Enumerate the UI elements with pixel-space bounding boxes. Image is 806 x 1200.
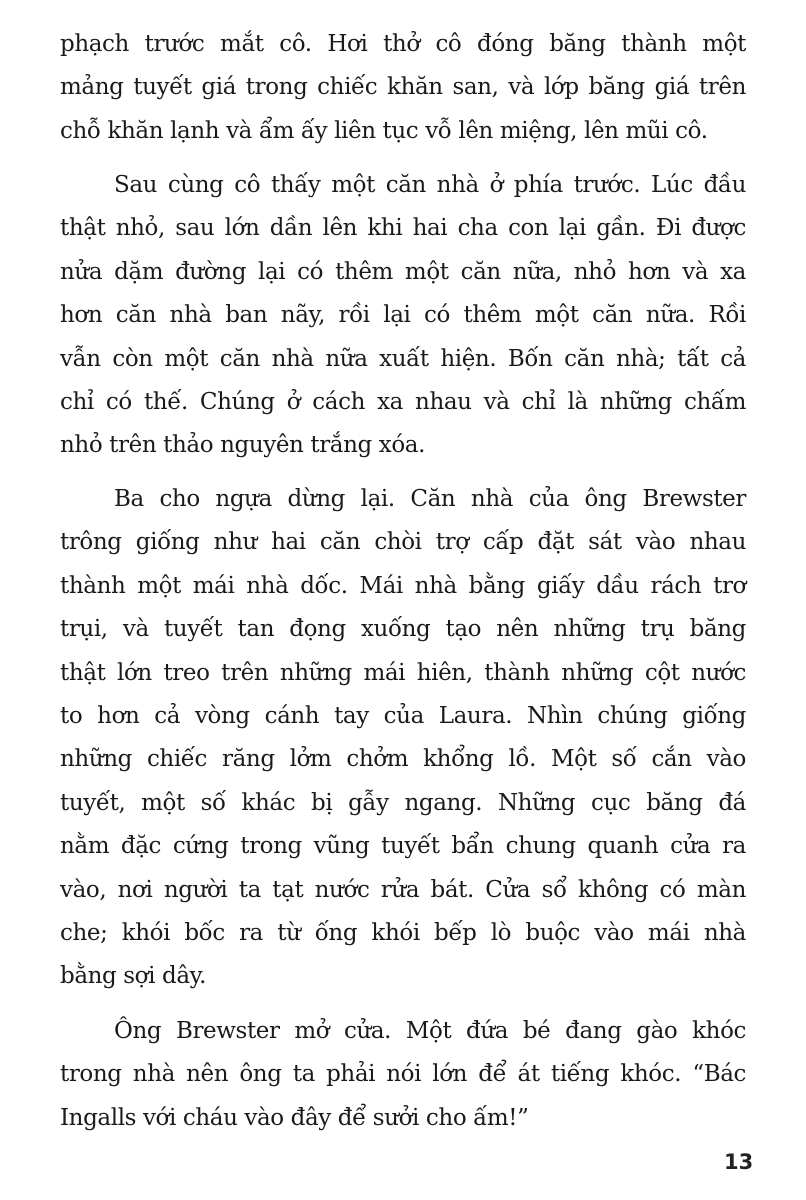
paragraph-2 (60, 164, 746, 468)
paragraph-4 (60, 1010, 746, 1140)
text-line: trong nhà nên ông ta phải nói lớn để át tiếng khóc. “Bác (60, 1061, 746, 1088)
text-line: chỗ khăn lạnh và ẩm ấy liên tục vỗ lên miệng, lên mũi cô. (60, 117, 708, 144)
page-number: 13 (724, 1150, 754, 1174)
text-line: mảng tuyết giá trong chiếc khăn san, và lớp băng giá trên (60, 74, 746, 101)
text-line: che; khói bốc ra từ ống khói bếp lò buộc vào mái nhà (60, 919, 746, 946)
text-line: to hơn cả vòng cánh tay của Laura. Nhìn chúng giống (60, 702, 746, 729)
text-line: nhỏ trên thảo nguyên trắng xóa. (60, 432, 426, 459)
paragraph-3 (60, 478, 746, 999)
text-line: những chiếc răng lởm chởm khổng lồ. Một số cắn vào (60, 746, 746, 773)
text-line: Ông Brewster mở cửa. Một đứa bé đang gào khóc (114, 1018, 746, 1044)
text-line: nằm đặc cứng trong vũng tuyết bẩn chung quanh cửa ra (60, 833, 746, 860)
text-line: Ingalls với cháu vào đây để sưởi cho ấm!” (60, 1104, 529, 1131)
text-line: hơn căn nhà ban nãy, rồi lại có thêm một căn nữa. Rồi (60, 302, 746, 329)
text-line: thật nhỏ, sau lớn dần lên khi hai cha con lại gần. Đi được (60, 215, 746, 242)
text-line: tuyết, một số khác bị gẫy ngang. Những cục băng đá (60, 789, 746, 816)
text-line: trụi, và tuyết tan đọng xuống tạo nên những trụ băng (60, 616, 746, 643)
text-line: bằng sợi dây. (60, 963, 207, 990)
text-line: phạch trước mắt cô. Hơi thở cô đóng băng thành một (60, 31, 746, 57)
text-line: trông giống như hai căn chòi trợ cấp đặt sát vào nhau (60, 529, 746, 556)
text-line: thật lớn treo trên những mái hiên, thành những cột nước (60, 659, 746, 686)
text-line: thành một mái nhà dốc. Mái nhà bằng giấy dầu rách trơ (60, 572, 746, 599)
text-line: Ba cho ngựa dừng lại. Căn nhà của ông Brewster (114, 486, 746, 512)
text-line: nửa dặm đường lại có thêm một căn nữa, nhỏ hơn và xa (60, 258, 746, 285)
text-line: vào, nơi người ta tạt nước rửa bát. Cửa sổ không có màn (60, 876, 746, 903)
text-line: chỉ có thế. Chúng ở cách xa nhau và chỉ là những chấm (60, 388, 746, 415)
paragraph-1 (60, 23, 746, 153)
text-line: vẫn còn một căn nhà nữa xuất hiện. Bốn căn nhà; tất cả (60, 345, 746, 372)
text-line: Sau cùng cô thấy một căn nhà ở phía trước. Lúc đầu (114, 172, 746, 198)
